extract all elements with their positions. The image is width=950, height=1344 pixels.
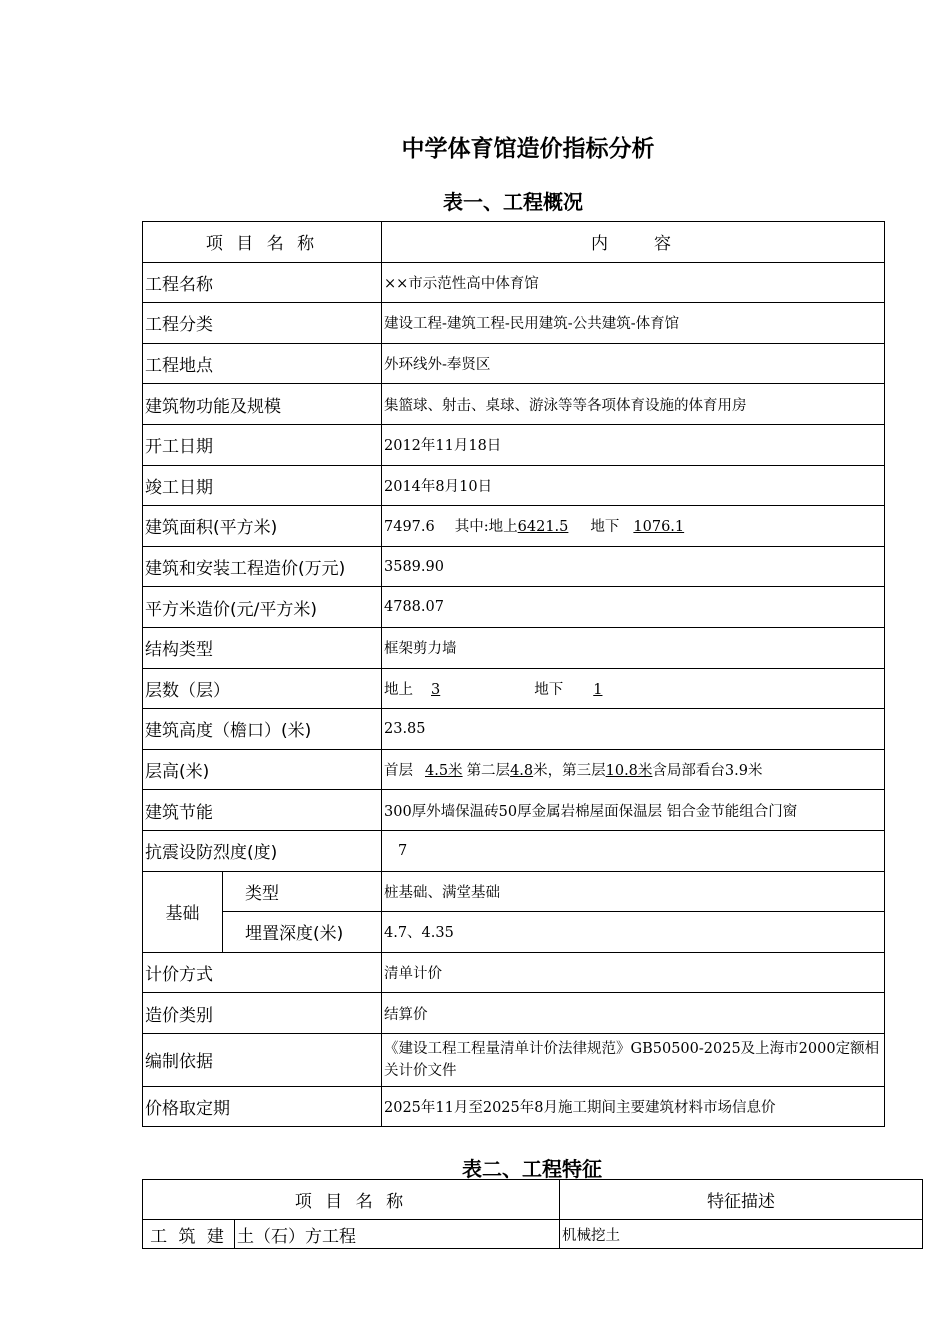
storey-value: [382, 749, 885, 790]
foundation-depth-value: 4.7、4.35: [382, 912, 885, 953]
row-value: 23.85: [382, 709, 885, 750]
table-row: [143, 1033, 885, 1086]
header-content: 内 容: [382, 222, 885, 263]
row-value: 2025年11月至2025年8月施工期间主要建筑材料市场信息价: [382, 1086, 885, 1127]
foundation-type-label: 类型: [223, 871, 382, 912]
row-label: 造价类别: [143, 993, 382, 1034]
row-label: 建筑物功能及规模: [143, 384, 382, 425]
table-row: [143, 303, 885, 344]
table-row: [143, 465, 885, 506]
table-row: [143, 587, 885, 628]
table-row: [143, 1086, 885, 1127]
row-value: 集篮球、射击、桌球、游泳等等各项体育设施的体育用房: [382, 384, 885, 425]
row-label: 工程名称: [143, 262, 382, 303]
header-item: 项 目 名 称: [143, 222, 382, 263]
row-label: 土（石）方工程: [235, 1220, 560, 1249]
group-label: 工 筑 建: [143, 1220, 235, 1249]
area-above: 6421.5: [517, 519, 569, 536]
area-below: 1076.1: [633, 519, 685, 536]
row-label: 结构类型: [143, 627, 382, 668]
table-row: [143, 384, 885, 425]
row-label: 层高(米): [143, 749, 382, 790]
table-row: [143, 912, 885, 953]
floors-above: 3: [431, 681, 441, 698]
row-value: 4788.07: [382, 587, 885, 628]
row-value: 7: [382, 830, 885, 871]
row-value: 2012年11月18日: [382, 424, 885, 465]
table1-caption: 表一、工程概况: [443, 190, 583, 214]
table-row: [143, 993, 885, 1034]
row-label: 计价方式: [143, 952, 382, 993]
table-row: [143, 952, 885, 993]
row-value: 框架剪力墙: [382, 627, 885, 668]
area-below-label: 地下: [590, 519, 620, 536]
storey-first-label: 首层: [384, 763, 413, 780]
row-value: 300厚外墙保温砖50厚金属岩棉屋面保温层 铝合金节能组合门窗: [382, 790, 885, 831]
header-item: 项 目 名 称: [143, 1180, 560, 1220]
table-row: [143, 424, 885, 465]
row-label: 建筑节能: [143, 790, 382, 831]
table-row: [143, 1220, 923, 1249]
row-label: 竣工日期: [143, 465, 382, 506]
row-label: 开工日期: [143, 424, 382, 465]
row-value: 清单计价: [382, 952, 885, 993]
row-value: 结算价: [382, 993, 885, 1034]
table-row: [143, 749, 885, 790]
table-row: [143, 790, 885, 831]
row-value: 机械挖土: [560, 1220, 923, 1249]
floors-value: [382, 668, 885, 709]
storey-mid: 米，第三层: [533, 763, 606, 780]
header-desc: 特征描述: [560, 1180, 923, 1220]
table-row: [143, 668, 885, 709]
table-row: [143, 627, 885, 668]
row-label: 建筑高度（檐口）(米): [143, 709, 382, 750]
row-value: ××市示范性高中体育馆: [382, 262, 885, 303]
row-label: 工程分类: [143, 303, 382, 344]
row-label: 编制依据: [143, 1033, 382, 1086]
table-row: [143, 506, 885, 547]
row-label: 工程地点: [143, 343, 382, 384]
row-label: 价格取定期: [143, 1086, 382, 1127]
row-label: 建筑面积(平方米): [143, 506, 382, 547]
table-header-row: [143, 222, 885, 263]
floors-below: 1: [593, 681, 603, 698]
row-value: 《建设工程工程量清单计价法律规范》GB50500-2025及上海市2000定额相关计价文件: [382, 1033, 885, 1086]
row-value: 外环线外-奉贤区: [382, 343, 885, 384]
table-row: [143, 830, 885, 871]
area-total: 7497.6: [384, 519, 435, 536]
row-value: 3589.90: [382, 546, 885, 587]
table-row: [143, 262, 885, 303]
area-of-which: 其中:地上: [454, 519, 518, 536]
table2-caption: 表二、工程特征: [462, 1157, 602, 1181]
row-value: 2014年8月10日: [382, 465, 885, 506]
row-label: 建筑和安装工程造价(万元): [143, 546, 382, 587]
foundation-type-value: 桩基础、满堂基础: [382, 871, 885, 912]
row-label: 抗震设防烈度(度): [143, 830, 382, 871]
row-label: 平方米造价(元/平方米): [143, 587, 382, 628]
foundation-depth-label: 埋置深度(米): [223, 912, 382, 953]
row-label: 层数（层）: [143, 668, 382, 709]
storey-third: 10.8米: [605, 763, 653, 780]
project-overview-table: [142, 221, 885, 1127]
project-features-table: [142, 1179, 923, 1249]
table-row: [143, 709, 885, 750]
storey-tail: 含局部看台3.9米: [652, 763, 763, 780]
foundation-label: 基础: [143, 871, 223, 952]
area-value: [382, 506, 885, 547]
storey-first: 4.5米: [425, 763, 463, 780]
storey-second-label: 第二层: [466, 763, 511, 780]
table-header-row: [143, 1180, 923, 1220]
table-row: [143, 546, 885, 587]
table-row: [143, 871, 885, 912]
table-row: [143, 343, 885, 384]
floors-below-label: 地下: [534, 681, 564, 698]
row-value: 建设工程-建筑工程-民用建筑-公共建筑-体育馆: [382, 303, 885, 344]
storey-second: 4.8: [510, 763, 534, 780]
document-title: 中学体育馆造价指标分析: [401, 136, 655, 162]
floors-above-label: 地上: [384, 681, 413, 698]
